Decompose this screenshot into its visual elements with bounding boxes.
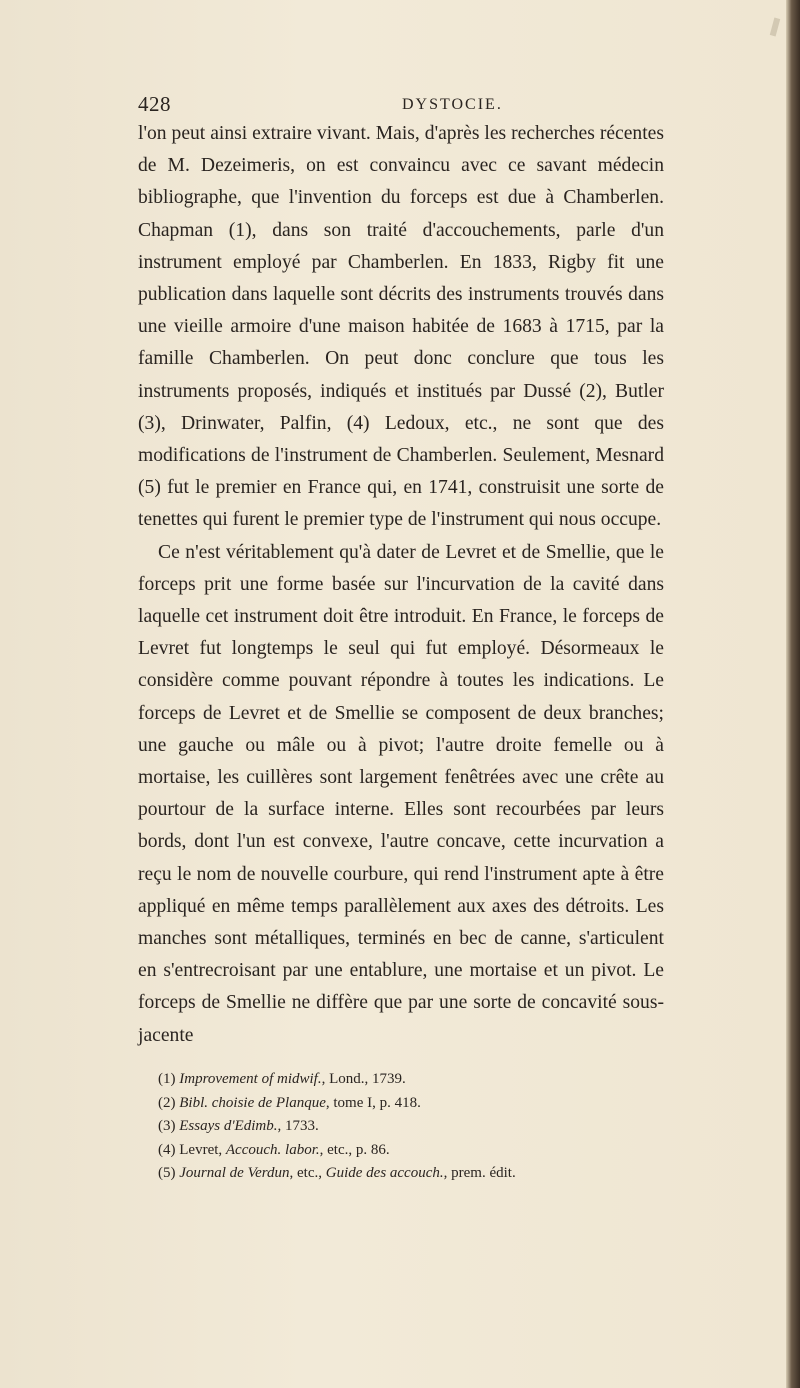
footnote-detail: , Lond., 1739. — [321, 1071, 406, 1087]
footnote-number: (4) — [158, 1141, 176, 1158]
footnote-number: (2) — [158, 1094, 176, 1111]
paragraph-2: Ce n'est véritablement qu'à dater de Levret et de Smellie, que le forceps prit une forme basée sur l'incurvation de la cavité dans laquelle cet instrument doit être introduit. En France, le forceps de Levret fut longtemps le seul qui fut employé. Désormeaux le considère comme pouvant répondre à toutes les indications. Le forceps de Levret et de Smellie se composent de deux branches; une gauche ou mâle ou à pivot; l'autre droite femelle ou à mortaise, les cuillères sont largement fenêtrées avec une crête au pourtour de la surface interne. Elles sont recourbées par leurs bords, dont l'un est convexe, l'autre concave, cette incurvation a reçu le nom de nouvelle courbure, qui rend l'instrument apte à être appliqué en même temps parallèlement aux axes des détroits. Les manches sont métalliques, terminés en bec de canne, s'articulent en s'entrecroisant par une entablure, une mortaise et un pivot. Le forceps de Smellie ne diffère que par une sorte de concavité sous-jacente — [138, 541, 664, 1046]
footnote-5 — [158, 1162, 664, 1186]
footnote-title-2: Guide des accouch. — [325, 1165, 444, 1181]
paragraph-1: l'on peut ainsi extraire vivant. Mais, d'après les recherches récentes de M. Dezeimeris, on est convaincu avec ce savant médecin bibliographe, que l'invention du forceps est due à Chamberlen. Chapman (1), dans son traité d'accouchements, parle d'un instrument employé par Chamberlen. En 1833, Rigby fit une publication dans laquelle sont décrits des instruments trouvés dans une vieille armoire d'une maison habitée de 1683 à 1715, par la famille Chamberlen. On peut donc conclure que tous les instruments proposés, indiqués et institués par Dussé (2), Butler (3), Drinwater, Palfin, (4) Ledoux, etc., ne sont que des modifications de l'instrument de Chamberlen. Seulement, Mesnard (5) fut le premier en France qui, en 1741, construisit une sorte de tenettes qui furent le premier type de l'instrument qui nous occupe. — [138, 123, 664, 531]
footnote-detail: , tome I, p. 418. — [325, 1094, 421, 1111]
footnote-2 — [158, 1092, 664, 1116]
footnote-title: Journal de Verdun — [179, 1165, 290, 1181]
footnote-detail: , etc., p. 86. — [319, 1141, 390, 1158]
footnote-number: (5) — [158, 1165, 176, 1181]
footnote-title: Bibl. choisie de Planque — [179, 1094, 326, 1111]
footnote-detail: , 1733. — [277, 1118, 319, 1134]
footnote-title: Accouch. labor. — [225, 1141, 320, 1158]
page-number: 428 — [138, 92, 171, 116]
footnote-number: (3) — [158, 1118, 176, 1134]
footnote-author: Levret, — [179, 1141, 226, 1158]
footnote-title: Improvement of midwif. — [179, 1071, 322, 1087]
body-text — [138, 118, 664, 1052]
footnote-1 — [158, 1068, 664, 1092]
footnotes — [158, 1068, 664, 1186]
page-edge-shadow — [786, 0, 800, 1388]
footnote-separator: , etc., — [289, 1165, 326, 1181]
page-header — [138, 92, 664, 118]
footnote-4 — [158, 1139, 664, 1163]
footnote-detail: , prem. édit. — [443, 1165, 516, 1181]
footnote-title: Essays d'Edimb. — [179, 1118, 278, 1134]
running-head: DYSTOCIE. — [402, 96, 503, 113]
footnote-3 — [158, 1115, 664, 1139]
footnote-number: (1) — [158, 1071, 176, 1087]
